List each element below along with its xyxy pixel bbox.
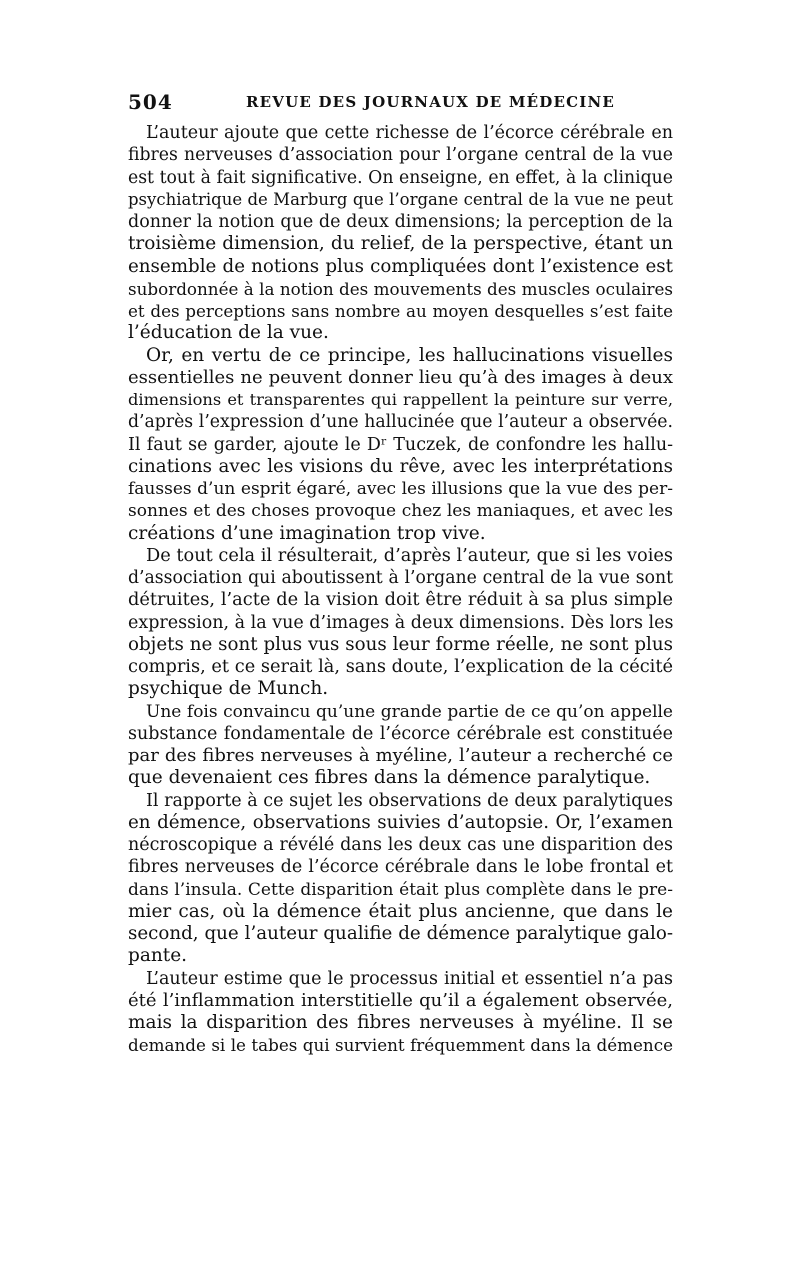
text-line: d’après l’expression d’une hallucinée que l’auteur a observée. [128, 412, 673, 433]
text-line: compris, et ce serait là, sans doute, l’explication de la cécité [128, 657, 673, 677]
text-line: De tout cela il résulterait, d’après l’auteur, que si les voies [146, 545, 673, 566]
text-line: sonnes et des choses provoque chez les maniaques, et avec les [128, 501, 673, 522]
text-line: donner la notion que de deux dimensions; la perception de la [128, 212, 673, 232]
text-line: ensemble de notions plus compliquées dont l’existence est [128, 255, 673, 277]
text-line: été l’inflammation interstitielle qu’il a également observée, [128, 989, 673, 1011]
running-head [128, 90, 673, 120]
text-line: dimensions et transparentes qui rappellent la peinture sur verre, [128, 390, 673, 409]
text-line: en démence, observations suivies d’autopsie. Or, l’examen [128, 811, 673, 833]
text-line: fibres nerveuses d’association pour l’organe central de la vue [128, 145, 673, 166]
body-text [128, 122, 673, 1057]
paragraph-1 [128, 122, 673, 345]
text-line: et des perceptions sans nombre au moyen desquelles s’est faite [128, 301, 673, 321]
text-line: créations d’une imagination trop vive. [128, 522, 486, 544]
running-title: REVUE DES JOURNAUX DE MÉDECINE [246, 93, 616, 111]
text-line: objets ne sont plus vus sous leur forme réelle, ne sont plus [128, 633, 673, 655]
paragraph-6 [128, 968, 673, 1057]
text-line: substance fondamentale de l’écorce cérébrale est constituée [128, 723, 673, 744]
text-line: mais la disparition des fibres nerveuses à myéline. Il se [128, 1012, 673, 1033]
text-line: est tout à fait significative. On enseigne, en effet, à la clinique [128, 167, 673, 188]
text-line: d’association qui aboutissent à l’organe central de la vue sont [128, 568, 673, 588]
text-line: Il faut se garder, ajoute le Dʳ Tuczek, de confondre les hallu- [128, 434, 673, 455]
text-line: par des fibres nerveuses à myéline, l’auteur a recherché ce [128, 745, 673, 766]
text-line: nécroscopique a révélé dans les deux cas une disparition des [128, 835, 673, 855]
text-line: expression, à la vue d’images à deux dimensions. Dès lors les [128, 612, 674, 633]
text-line: L’auteur estime que le processus initial et essentiel n’a pas [146, 968, 673, 989]
text-line: second, que l’auteur qualifie de démence paralytique galo- [128, 923, 673, 944]
text-line: l’éducation de la vue. [128, 322, 329, 344]
text-line: psychiatrique de Marburg que l’organe central de la vue ne peut [128, 189, 673, 209]
page-number: 504 [128, 90, 173, 114]
paragraph-3 [128, 545, 673, 701]
text-line: fausses d’un esprit égaré, avec les illusions que la vue des per- [128, 479, 673, 499]
text-line: troisième dimension, du relief, de la perspective, étant un [128, 233, 673, 255]
text-line: Une fois convaincu qu’une grande partie de ce qu’on appelle [146, 701, 673, 722]
text-line: fibres nerveuses de l’écorce cérébrale dans le lobe frontal et [128, 857, 673, 878]
paragraph-2 [128, 345, 673, 545]
text-line: détruites, l’acte de la vision doit être réduit à sa plus simple [128, 590, 673, 611]
text-line: dans l’insula. Cette disparition était plus complète dans le pre- [128, 879, 673, 900]
text-line: essentielles ne peuvent donner lieu qu’à des images à deux [128, 366, 673, 388]
text-line: cinations avec les visions du rêve, avec les interprétations [128, 455, 673, 477]
text-line: pante. [128, 945, 188, 967]
text-line: mier cas, où la démence était plus ancienne, que dans le [128, 900, 673, 922]
text-line: psychique de Munch. [128, 678, 329, 700]
text-line: que devenaient ces fibres dans la démence paralytique. [128, 767, 651, 789]
text-line: demande si le tabes qui survient fréquemment dans la démence [128, 1035, 673, 1056]
paragraph-4 [128, 701, 673, 790]
text-line: L’auteur ajoute que cette richesse de l’écorce cérébrale en [146, 123, 673, 143]
paragraph-5 [128, 790, 673, 968]
text-line: Or, en vertu de ce principe, les hallucinations visuelles [146, 344, 673, 366]
text-line: subordonnée à la notion des mouvements des muscles oculaires [128, 278, 673, 299]
text-line: Il rapporte à ce sujet les observations de deux paralytiques [146, 790, 673, 811]
